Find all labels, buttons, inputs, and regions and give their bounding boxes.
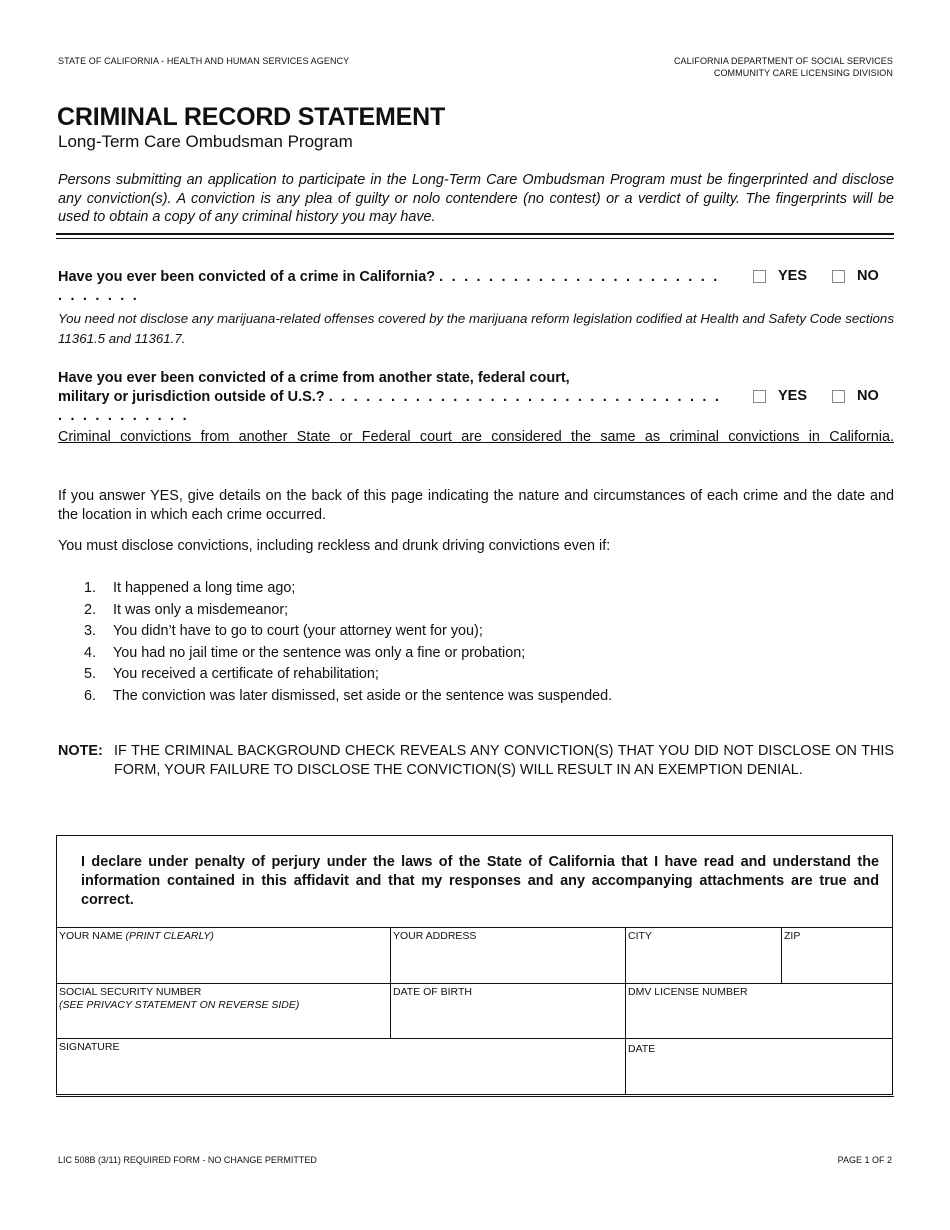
question-text-line1: Have you ever been convicted of a crime from another state, federal court, (58, 370, 570, 386)
dob-field-label: DATE OF BIRTH (393, 986, 472, 998)
item-number: 5. (84, 666, 97, 683)
marijuana-disclaimer: You need not disclose any marijuana-related offenses covered by the marijuana reform legislation codified at Health and Safety Code sections 11361.5 and 11361.7. (58, 311, 894, 346)
item-text: You didn’t have to go to court (your attorney went for you); (113, 623, 483, 640)
exemption-note (58, 742, 894, 781)
conditions-list (84, 578, 612, 708)
list-item (84, 686, 612, 708)
page-number: PAGE 1 OF 2 (837, 1155, 892, 1165)
grid-line (56, 927, 893, 928)
note-text: IF THE CRIMINAL BACKGROUND CHECK REVEALS ANY CONVICTION(S) THAT YOU DID NOT DISCLOSE ON THIS FORM, YOUR FAILURE TO DISCLOSE THE CONVICTION(S) WILL RESULT IN AN EXEMPTION DENIAL. (114, 743, 894, 779)
q2-no-checkbox[interactable] (832, 390, 845, 403)
city-field-label: CITY (628, 930, 652, 942)
department-name: CALIFORNIA DEPARTMENT OF SOCIAL SERVICES (673, 56, 893, 66)
no-label: NO (857, 388, 879, 404)
must-disclose-heading: You must disclose convictions, including reckless and drunk driving convictions even if: (58, 538, 611, 554)
if-yes-instructions: If you answer YES, give details on the back of this page indicating the nature and circumstances of each crime and the date and the location in which each crime occurred. (58, 488, 894, 523)
item-text: You received a certificate of rehabilitation; (113, 666, 379, 683)
declaration-box-bottom-rule (56, 1096, 894, 1097)
ssn-field-label: SOCIAL SECURITY NUMBER (SEE PRIVACY STATEMENT ON REVERSE SIDE) (59, 986, 300, 1011)
no-label: NO (857, 268, 879, 284)
yes-label: YES (778, 268, 808, 284)
name-field-hint: (PRINT CLEARLY) (125, 930, 214, 942)
item-text: The conviction was later dismissed, set aside or the sentence was suspended. (113, 687, 613, 704)
list-item (84, 664, 612, 686)
list-item (84, 578, 612, 600)
leader-dots: . . . . . . . . . . . . . . . . . . . . . . . . . . . . . . (58, 269, 720, 304)
item-number: 6. (84, 687, 97, 704)
item-text: It happened a long time ago; (113, 580, 296, 596)
date-input[interactable] (626, 1057, 892, 1093)
city-input[interactable] (626, 944, 780, 982)
q2-yes-checkbox[interactable] (753, 390, 766, 403)
question-other-jurisdiction (58, 369, 728, 426)
item-number: 1. (84, 580, 97, 596)
dmv-field-label: DMV LICENSE NUMBER (628, 986, 748, 998)
list-item (84, 621, 612, 643)
ssn-field-hint: (SEE PRIVACY STATEMENT ON REVERSE SIDE) (59, 998, 300, 1011)
yes-label: YES (778, 388, 808, 404)
q1-yes-checkbox[interactable] (753, 270, 766, 283)
list-item (84, 643, 612, 665)
zip-input[interactable] (782, 944, 892, 982)
agency-header: STATE OF CALIFORNIA - HEALTH AND HUMAN SERVICES AGENCY (58, 56, 350, 66)
question-text-line2: military or jurisdiction outside of U.S.? (58, 389, 325, 405)
question-california (58, 268, 728, 306)
name-field-label: YOUR NAME (PRINT CLEARLY) (59, 930, 214, 942)
date-field-label: DATE (628, 1043, 656, 1055)
dmv-license-input[interactable] (626, 1000, 892, 1037)
item-text: It was only a misdemeanor; (113, 601, 289, 618)
q2-yes-option[interactable] (753, 388, 807, 404)
name-input[interactable] (57, 944, 389, 982)
item-number: 4. (84, 644, 97, 661)
q1-no-checkbox[interactable] (832, 270, 845, 283)
dob-input[interactable] (391, 1000, 624, 1037)
leader-dots: . . . . . . . . . . . . . . . . . . . . . . . . . . . . . . . . . . . . . . . . . . . (58, 389, 722, 424)
signature-field-label: SIGNATURE (59, 1041, 120, 1053)
section-divider (56, 233, 894, 239)
item-number: 3. (84, 623, 97, 640)
jurisdiction-equivalence-note: Criminal convictions from another State or Federal court are considered the same as criminal convictions in California. (58, 429, 894, 445)
address-input[interactable] (391, 944, 624, 982)
item-text: You had no jail time or the sentence was only a fine or probation; (113, 644, 526, 661)
q1-no-option[interactable] (832, 268, 879, 284)
department-header (674, 56, 893, 79)
q2-no-option[interactable] (832, 388, 879, 404)
intro-paragraph: Persons submitting an application to participate in the Long-Term Care Ombudsman Program must be fingerprinted and disclose any conviction(s). A conviction is any plea of guilty or nolo contendere (no contest) or a verdict of guilty. The fingerprints will be used to obtain a copy of any criminal history you may have. (58, 172, 894, 225)
question-text: Have you ever been convicted of a crime in California? (58, 269, 436, 285)
signature-input[interactable] (57, 1055, 624, 1093)
q1-yes-option[interactable] (753, 268, 807, 284)
perjury-declaration: I declare under penalty of perjury under the laws of the State of California that I have read and understand the information contained in this affidavit and that my responses and any accompanying attachments are true and correct. (81, 854, 879, 908)
grid-line (56, 1038, 893, 1039)
list-item (84, 600, 612, 622)
item-number: 2. (84, 601, 97, 618)
ssn-input[interactable] (57, 1012, 389, 1037)
zip-field-label: ZIP (784, 930, 801, 942)
address-field-label: YOUR ADDRESS (393, 930, 477, 942)
note-label: NOTE: (58, 743, 103, 759)
division-name: COMMUNITY CARE LICENSING DIVISION (713, 67, 893, 78)
form-subtitle: Long-Term Care Ombudsman Program (58, 132, 353, 151)
grid-line (56, 983, 893, 984)
form-title: CRIMINAL RECORD STATEMENT (57, 103, 446, 131)
form-id-footer: LIC 508B (3/11) REQUIRED FORM - NO CHANGE PERMITTED (58, 1155, 317, 1165)
